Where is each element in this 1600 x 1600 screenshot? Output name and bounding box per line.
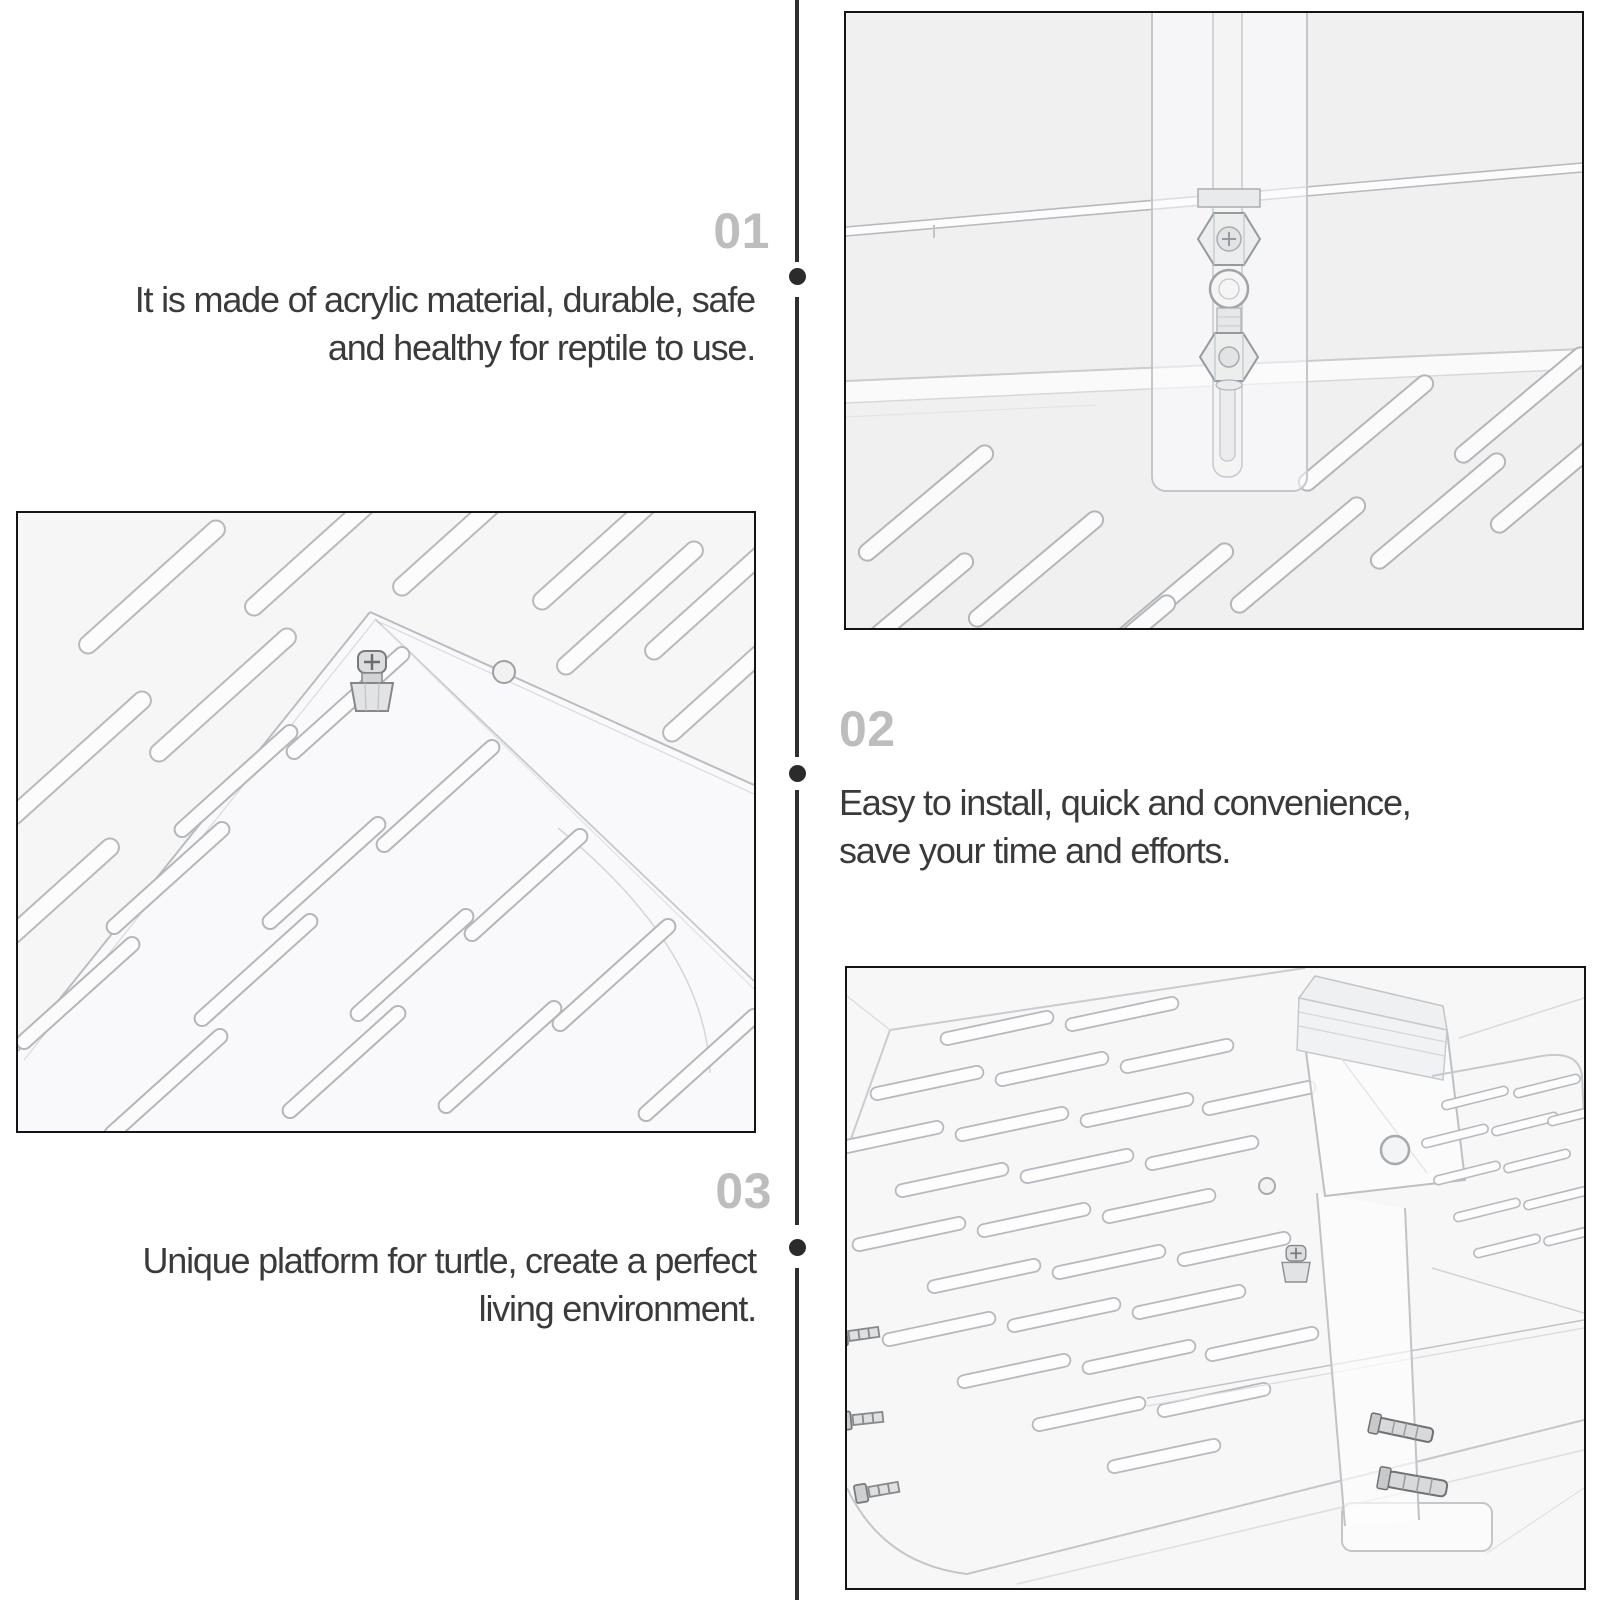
photo-hanger-closeup: [844, 11, 1584, 630]
collar: [1198, 189, 1260, 207]
hook-hole: [1381, 1136, 1409, 1164]
divider-line-segment: [795, 0, 799, 262]
section-text-03: [0, 1237, 756, 1333]
hook-clamp: [1297, 976, 1465, 1196]
divider-dot-1: [789, 268, 806, 285]
round-hole: [493, 661, 515, 683]
section-text-01: [0, 276, 755, 372]
spacer-ring: [1210, 270, 1248, 308]
photo-perforated-sheet: [16, 511, 756, 1133]
section-number-01: 01: [713, 203, 770, 259]
section-03-line-1: Unique platform for turtle, create a perfect: [142, 1240, 756, 1281]
section-number-03: 03: [715, 1163, 772, 1219]
section-text-02: [839, 779, 1599, 875]
section-01-line-1: It is made of acrylic material, durable, safe: [134, 279, 755, 320]
divider-line-segment: [795, 790, 799, 1225]
divider-dot-3: [789, 1239, 806, 1256]
section-02-line-2: save your time and efforts.: [839, 830, 1231, 871]
standing-screw: [1282, 1246, 1310, 1282]
section-number-02: 02: [839, 701, 896, 757]
round-hole: [1259, 1178, 1275, 1194]
photo-assembled-platform: [845, 966, 1586, 1590]
photo-assembled-platform-image: [847, 968, 1584, 1588]
photo-hanger-closeup-image: [846, 13, 1582, 628]
divider-dot-2: [789, 765, 806, 782]
section-02-line-1: Easy to install, quick and convenience,: [839, 782, 1411, 823]
section-03-line-2: living environment.: [478, 1288, 756, 1329]
divider-line-segment: [795, 297, 799, 757]
photo-perforated-sheet-image: [18, 513, 754, 1131]
divider-line-segment: [795, 1268, 799, 1600]
section-01-line-2: and healthy for reptile to use.: [327, 327, 755, 368]
